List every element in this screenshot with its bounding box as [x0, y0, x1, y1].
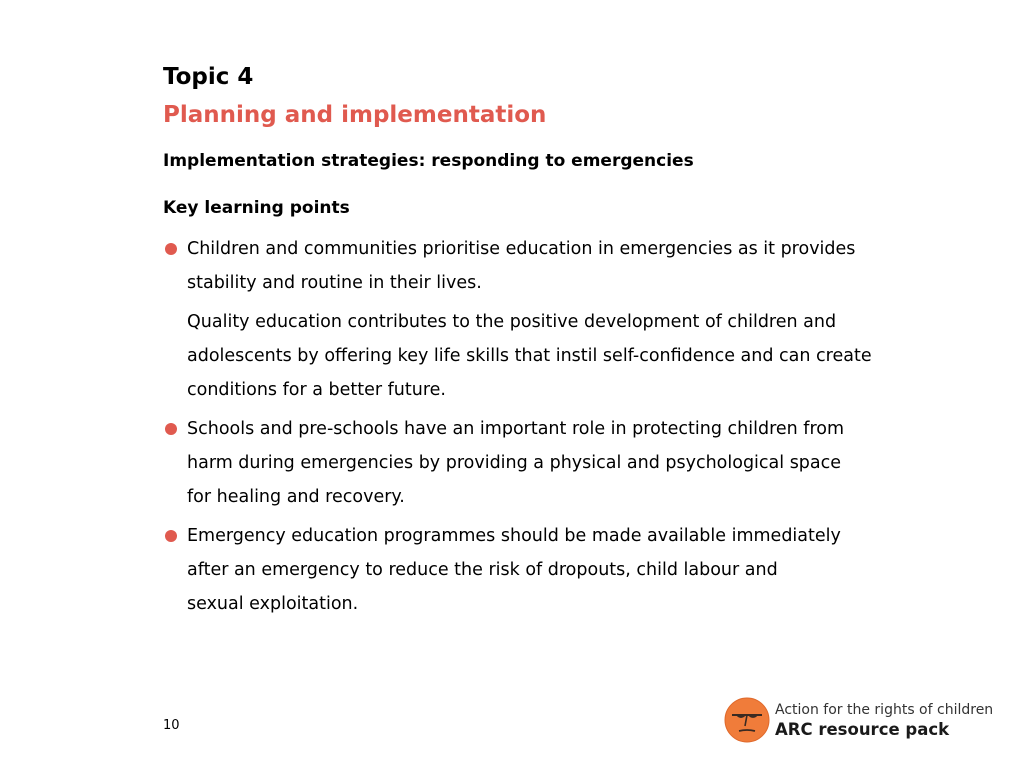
bullet-icon	[165, 423, 177, 435]
list-item-line: conditions for a better future.	[187, 380, 446, 400]
list-item-line: Quality education contributes to the positive development of children and	[187, 312, 837, 332]
list-item-line: Children and communities prioritise education in emergencies as it provides	[187, 239, 856, 259]
list-item-line: Schools and pre-schools have an important role in protecting children from	[187, 419, 845, 439]
list-item-line: for healing and recovery.	[187, 487, 405, 507]
logo-tagline: Action for the rights of children	[775, 702, 994, 718]
bullet-icon	[165, 243, 177, 255]
list-item-line: adolescents by offering key life skills that instil self-confidence and can create	[187, 346, 872, 366]
key-learning-heading: Key learning points	[163, 198, 350, 218]
page-number: 10	[163, 718, 180, 733]
list-item-line: stability and routine in their lives.	[187, 273, 482, 293]
list-item-line: after an emergency to reduce the risk of dropouts, child labour and	[187, 560, 778, 580]
list-item	[187, 519, 987, 621]
bullet-icon	[165, 530, 177, 542]
arc-face-icon	[723, 696, 771, 744]
list-item	[187, 232, 987, 300]
list-item	[187, 412, 987, 514]
page-title: Planning and implementation	[163, 102, 547, 128]
list-item-line: Emergency education programmes should be made available immediately	[187, 526, 841, 546]
list-item-line: harm during emergencies by providing a physical and psychological space	[187, 453, 842, 473]
list-item-continuation	[187, 305, 987, 407]
list-item-line: sexual exploitation.	[187, 594, 359, 614]
topic-label: Topic 4	[163, 64, 254, 90]
page-subtitle: Implementation strategies: responding to emergencies	[163, 151, 694, 171]
logo-name: ARC resource pack	[775, 720, 950, 739]
